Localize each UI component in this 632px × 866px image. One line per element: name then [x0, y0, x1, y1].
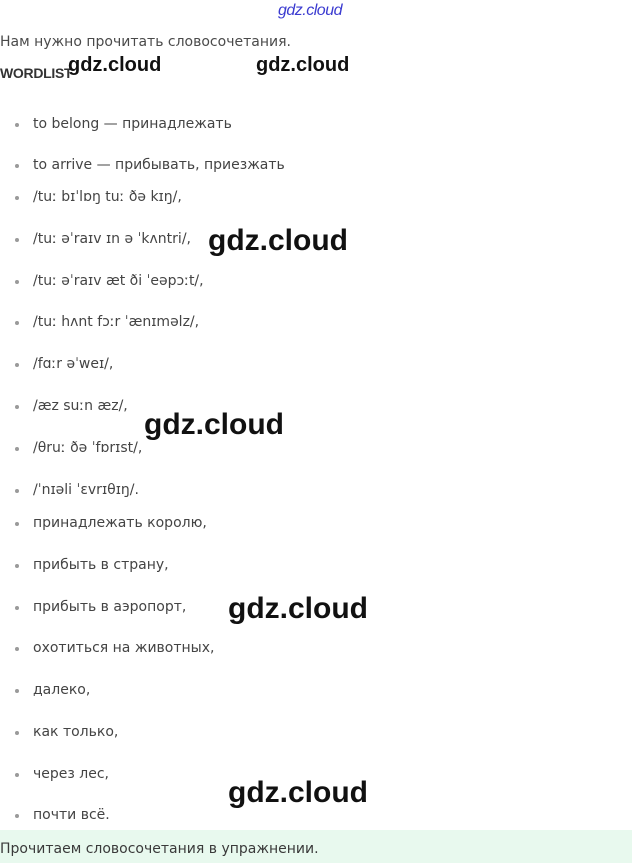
list-item-text: /ˈnɪəli ˈɛvrɪθɪŋ/. [33, 482, 139, 498]
list-item-text: /θruː ðə ˈfɒrɪst/, [33, 440, 143, 456]
intro-text: Нам нужно прочитать словосочетания. [0, 34, 291, 50]
list-item-text: прибыть в аэропорт, [33, 599, 187, 615]
watermark: gdz.cloud [208, 224, 348, 257]
header-watermark: gdz.cloud [278, 2, 342, 19]
bullet-icon [15, 731, 19, 735]
bullet-icon [15, 606, 19, 610]
list-item-text: /tuː əˈraɪv ɪn ə ˈkʌntri/, [33, 231, 191, 247]
bullet-icon [15, 123, 19, 127]
bullet-icon [15, 363, 19, 367]
watermark: gdz.cloud [256, 54, 350, 76]
bullet-icon [15, 321, 19, 325]
bullet-icon [15, 689, 19, 693]
list-item-text: охотиться на животных, [33, 640, 215, 656]
bullet-icon [15, 814, 19, 818]
footer-bar [0, 830, 632, 863]
list-item-text: /tuː əˈraɪv æt ði ˈeəpɔːt/, [33, 273, 204, 289]
list-item-text: /tuː bɪˈlɒŋ tuː ðə kɪŋ/, [33, 189, 182, 205]
bullet-icon [15, 280, 19, 284]
watermark: gdz.cloud [228, 592, 368, 625]
list-item-text: to belong — принадлежать [33, 116, 232, 132]
bullet-icon [15, 773, 19, 777]
bullet-icon [15, 238, 19, 242]
list-item-text: далеко, [33, 682, 91, 698]
watermark: gdz.cloud [144, 408, 284, 441]
footer-text: Прочитаем словосочетания в упражнении. [0, 841, 319, 857]
list-item-text: /æz suːn æz/, [33, 398, 128, 414]
list-item-text: прибыть в страну, [33, 557, 169, 573]
list-item-text: через лес, [33, 766, 109, 782]
list-item-text: почти всё. [33, 807, 110, 823]
bullet-icon [15, 489, 19, 493]
bullet-icon [15, 405, 19, 409]
bullet-icon [15, 196, 19, 200]
wordlist-label: WORDLIST [0, 65, 73, 81]
bullet-icon [15, 164, 19, 168]
bullet-icon [15, 564, 19, 568]
watermark: gdz.cloud [68, 54, 162, 76]
list-item-text: /tuː hʌnt fɔːr ˈænɪməlz/, [33, 314, 200, 330]
bullet-icon [15, 647, 19, 651]
list-item-text: как только, [33, 724, 119, 740]
bullet-icon [15, 522, 19, 526]
list-item-text: to arrive — прибывать, приезжать [33, 157, 285, 173]
list-item-text: принадлежать королю, [33, 515, 207, 531]
bullet-icon [15, 447, 19, 451]
list-item-text: /fɑːr əˈweɪ/, [33, 356, 114, 372]
watermark: gdz.cloud [228, 776, 368, 809]
